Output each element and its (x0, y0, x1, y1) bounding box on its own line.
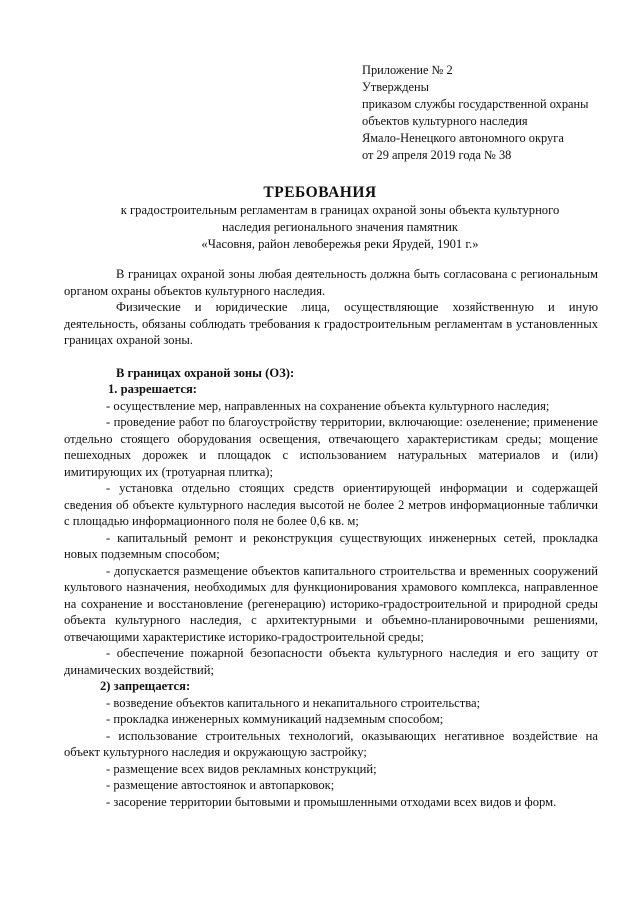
order-line: приказом службы государственной охраны (362, 97, 589, 111)
allowed-item: - установка отдельно стоящих средств ориентирующей информации и содержащей сведения об объекте культурного наследия высотой не более 2 метров информационные таблички с площадью информационного поля не более 0,6 кв. м; (64, 481, 598, 528)
approval-stamp-block (362, 62, 632, 164)
allowed-item: - осуществление мер, направленных на сохранение объекта культурного наследия; (106, 398, 550, 413)
document-body (64, 266, 598, 810)
section-heading: В границах охраной зоны (ОЗ): (116, 365, 295, 380)
allowed-heading: 1. разрешается: (108, 382, 198, 396)
prohibited-heading: 2) запрещается: (100, 679, 191, 693)
allowed-item: - капитальный ремонт и реконструкция существующих инженерных сетей, прокладка новых подземным способом; (64, 530, 598, 561)
approved-label: Утверждены (362, 80, 429, 94)
order-line: Ямало-Ненецкого автономного округа (362, 131, 564, 145)
document-title: ТРЕБОВАНИЯ (263, 184, 377, 201)
subtitle-monument-name: «Часовня, район левобережья реки Ярудей, 1901 г.» (201, 237, 479, 251)
prohibited-item: - засорение территории бытовыми и промышленными отходами всех видов и форм. (106, 794, 557, 809)
appendix-number: Приложение № 2 (362, 63, 453, 77)
prohibited-item: - размещение автостоянок и автопарковок; (106, 778, 335, 792)
prohibited-item: - использование строительных технологий, оказывающих негативное воздействие на объект культурного наследия и окружающую застройку; (64, 728, 598, 759)
document-subtitle (70, 202, 610, 253)
intro-paragraph: В границах охраной зоны любая деятельность должна быть согласована с региональным органом охраны объектов культурного наследия. (64, 267, 598, 298)
allowed-item: - допускается размещение объектов капитального строительства и временных сооружений культового назначения, необходимых для функционирования храмового комплекса, направленное на сохранение и восстановление (регенерацию) историко-градостроительной и природной среды объекта культурного наследия, с архитектурными и объемно-планировочными решениями, отвечающими характеристике историко-градостроительной среды; (64, 563, 598, 644)
prohibited-item: - прокладка инженерных коммуникаций надземным способом; (106, 712, 444, 726)
allowed-item: - проведение работ по благоустройству территории, включающие: озеленение; применение отдельно стоящего оборудования освещения, отвечающего характеристикам среды; мощение пешеходных дорожек и площадок с использованием натуральных материалов и (или) имитирующих их (тротуарная плитка); (64, 415, 598, 479)
intro-paragraph: Физические и юридические лица, осуществляющие хозяйственную и иную деятельность, обязаны соблюдать требования к градостроительным регламентам в установленных границах охраной зоны. (64, 300, 598, 347)
order-line: объектов культурного наследия (362, 114, 528, 128)
allowed-item: - обеспечение пожарной безопасности объекта культурного наследия и его защиту от динамических воздействий; (64, 646, 598, 677)
subtitle-line: к градостроительным регламентам в границах охраной зоны объекта культурного (120, 203, 560, 217)
order-date: от 29 апреля 2019 года № 38 (362, 148, 512, 162)
prohibited-item: - размещение всех видов рекламных конструкций; (106, 761, 377, 776)
prohibited-item: - возведение объектов капитального и некапитального строительства; (106, 695, 481, 710)
subtitle-line: наследия регионального значения памятник (222, 220, 458, 234)
